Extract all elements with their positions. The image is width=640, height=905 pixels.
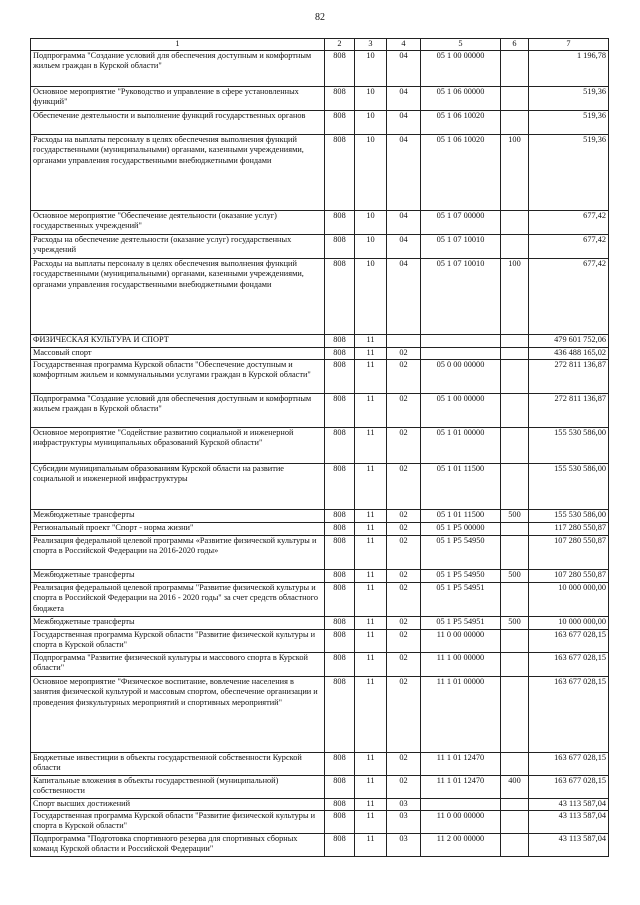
- cell-amount: 107 280 550,87: [529, 536, 609, 570]
- table-row: [31, 348, 609, 360]
- cell-ministry: 808: [325, 811, 355, 834]
- cell-section: 11: [355, 834, 387, 857]
- table-row: [31, 677, 609, 753]
- cell-amount: 677,42: [529, 235, 609, 259]
- cell-ministry: 808: [325, 536, 355, 570]
- cell-ministry: 808: [325, 211, 355, 235]
- cell-amount: 155 530 586,00: [529, 464, 609, 510]
- cell-amount: 436 488 165,02: [529, 348, 609, 360]
- cell-subsection: 02: [387, 630, 421, 653]
- cell-name: Основное мероприятие "Содействие развитию социальной и инженерной инфраструктуры муниципальных образований Курской области": [31, 428, 325, 464]
- cell-type: 100: [501, 259, 529, 335]
- cell-section: 10: [355, 135, 387, 211]
- cell-target: 05 1 P5 54951: [421, 583, 501, 617]
- table-row: [31, 536, 609, 570]
- cell-ministry: 808: [325, 464, 355, 510]
- cell-subsection: 04: [387, 135, 421, 211]
- cell-target: [421, 799, 501, 811]
- cell-name: Государственная программа Курской области "Развитие физической культуры и спорта в Курской области": [31, 811, 325, 834]
- cell-type: [501, 653, 529, 677]
- cell-amount: 163 677 028,15: [529, 630, 609, 653]
- cell-name: Реализация федеральной целевой программы "Развитие физической культуры и спорта в Российской Федерации на 2016 - 2020 годы" за счет средств областного бюджета: [31, 583, 325, 617]
- cell-amount: 43 113 587,04: [529, 834, 609, 857]
- cell-type: [501, 87, 529, 111]
- table-row: [31, 630, 609, 653]
- cell-name: Расходы на выплаты персоналу в целях обеспечения выполнения функций государственными (муниципальными) органами, казенными учреждениями, органами управления государственными внебюджетными фондами: [31, 259, 325, 335]
- cell-amount: 272 811 136,87: [529, 360, 609, 394]
- cell-amount: 479 601 752,06: [529, 335, 609, 348]
- cell-target: 05 1 07 10010: [421, 259, 501, 335]
- cell-amount: 677,42: [529, 259, 609, 335]
- cell-target: 11 2 00 00000: [421, 834, 501, 857]
- cell-name: Реализация федеральной целевой программы «Развитие физической культуры и спорта в Российской Федерации на 2016-2020 годы»: [31, 536, 325, 570]
- cell-subsection: 02: [387, 428, 421, 464]
- cell-subsection: 02: [387, 570, 421, 583]
- cell-section: 11: [355, 536, 387, 570]
- cell-target: [421, 348, 501, 360]
- cell-subsection: 04: [387, 259, 421, 335]
- cell-subsection: 02: [387, 348, 421, 360]
- cell-section: 11: [355, 428, 387, 464]
- cell-amount: 117 280 550,87: [529, 523, 609, 536]
- cell-subsection: 03: [387, 811, 421, 834]
- cell-target: 05 1 06 10020: [421, 135, 501, 211]
- cell-section: 11: [355, 811, 387, 834]
- cell-name: Межбюджетные трансферты: [31, 570, 325, 583]
- cell-section: 11: [355, 617, 387, 630]
- cell-name: Расходы на обеспечение деятельности (оказание услуг) государственных учреждений: [31, 235, 325, 259]
- cell-subsection: 02: [387, 464, 421, 510]
- cell-target: 05 1 00 00000: [421, 394, 501, 428]
- cell-ministry: 808: [325, 87, 355, 111]
- table-row: [31, 523, 609, 536]
- column-number-name: 1: [31, 39, 325, 51]
- table-row: [31, 51, 609, 87]
- cell-target: 05 1 01 00000: [421, 428, 501, 464]
- column-number-section: 3: [355, 39, 387, 51]
- table-row: [31, 135, 609, 211]
- cell-name: Межбюджетные трансферты: [31, 617, 325, 630]
- cell-type: 500: [501, 510, 529, 523]
- cell-type: [501, 111, 529, 135]
- table-row: [31, 653, 609, 677]
- cell-subsection: 04: [387, 211, 421, 235]
- cell-subsection: 04: [387, 111, 421, 135]
- cell-target: 05 1 P5 54951: [421, 617, 501, 630]
- cell-subsection: 02: [387, 753, 421, 776]
- cell-section: 10: [355, 87, 387, 111]
- cell-amount: 10 000 000,00: [529, 617, 609, 630]
- cell-target: 05 0 00 00000: [421, 360, 501, 394]
- cell-subsection: 02: [387, 394, 421, 428]
- table-row: [31, 428, 609, 464]
- cell-section: 11: [355, 348, 387, 360]
- cell-section: 11: [355, 677, 387, 753]
- cell-name: Массовый спорт: [31, 348, 325, 360]
- cell-amount: 163 677 028,15: [529, 776, 609, 799]
- table-row: [31, 394, 609, 428]
- cell-ministry: 808: [325, 428, 355, 464]
- cell-target: 05 1 P5 54950: [421, 536, 501, 570]
- cell-amount: 519,36: [529, 111, 609, 135]
- cell-type: [501, 677, 529, 753]
- cell-ministry: 808: [325, 111, 355, 135]
- cell-name: Спорт высших достижений: [31, 799, 325, 811]
- table-row: [31, 834, 609, 857]
- cell-name: Обеспечение деятельности и выполнение функций государственных органов: [31, 111, 325, 135]
- cell-ministry: 808: [325, 348, 355, 360]
- cell-subsection: 02: [387, 360, 421, 394]
- table-row: [31, 360, 609, 394]
- cell-type: 100: [501, 135, 529, 211]
- cell-section: 11: [355, 464, 387, 510]
- column-number-target: 5: [421, 39, 501, 51]
- column-number-ministry: 2: [325, 39, 355, 51]
- cell-target: 11 0 00 00000: [421, 630, 501, 653]
- cell-name: Подпрограмма "Создание условий для обеспечения доступным и комфортным жильем граждан в Курской области": [31, 51, 325, 87]
- cell-amount: 10 000 000,00: [529, 583, 609, 617]
- cell-name: Подпрограмма "Подготовка спортивного резерва для спортивных сборных команд Курской области и Российской Федерации": [31, 834, 325, 857]
- cell-type: [501, 583, 529, 617]
- cell-type: [501, 428, 529, 464]
- cell-ministry: 808: [325, 617, 355, 630]
- cell-ministry: 808: [325, 776, 355, 799]
- cell-section: 11: [355, 570, 387, 583]
- cell-amount: 519,36: [529, 87, 609, 111]
- cell-subsection: [387, 335, 421, 348]
- cell-type: 500: [501, 617, 529, 630]
- table-row: [31, 753, 609, 776]
- cell-subsection: 02: [387, 776, 421, 799]
- cell-type: [501, 235, 529, 259]
- table-row: [31, 583, 609, 617]
- cell-target: 05 1 01 11500: [421, 464, 501, 510]
- cell-target: 11 1 00 00000: [421, 653, 501, 677]
- cell-type: 400: [501, 776, 529, 799]
- cell-section: 11: [355, 510, 387, 523]
- cell-type: [501, 811, 529, 834]
- table-row: [31, 776, 609, 799]
- cell-ministry: 808: [325, 510, 355, 523]
- cell-section: 11: [355, 753, 387, 776]
- cell-ministry: 808: [325, 523, 355, 536]
- cell-type: [501, 536, 529, 570]
- cell-section: 11: [355, 335, 387, 348]
- table-row: [31, 570, 609, 583]
- cell-target: 05 1 00 00000: [421, 51, 501, 87]
- cell-subsection: 02: [387, 583, 421, 617]
- cell-amount: 43 113 587,04: [529, 799, 609, 811]
- cell-name: Основное мероприятие "Физическое воспитание, вовлечение населения в занятия физической культурой и массовым спортом, обеспечение организации и проведения физкультурных мероприятий и спортивных мероприятий": [31, 677, 325, 753]
- cell-ministry: 808: [325, 677, 355, 753]
- table-row: [31, 87, 609, 111]
- cell-section: 11: [355, 653, 387, 677]
- cell-type: [501, 464, 529, 510]
- cell-name: Государственная программа Курской области "Обеспечение доступным и комфортным жильем и коммунальными услугами граждан в Курской области": [31, 360, 325, 394]
- cell-name: Бюджетные инвестиции в объекты государственной собственности Курской области: [31, 753, 325, 776]
- cell-ministry: 808: [325, 653, 355, 677]
- cell-target: 11 1 01 00000: [421, 677, 501, 753]
- cell-subsection: 04: [387, 235, 421, 259]
- cell-subsection: 03: [387, 799, 421, 811]
- cell-name: ФИЗИЧЕСКАЯ КУЛЬТУРА И СПОРТ: [31, 335, 325, 348]
- cell-section: 10: [355, 111, 387, 135]
- cell-amount: 163 677 028,15: [529, 677, 609, 753]
- cell-ministry: 808: [325, 570, 355, 583]
- cell-target: 05 1 06 10020: [421, 111, 501, 135]
- page-number: 82: [315, 12, 325, 23]
- cell-type: [501, 799, 529, 811]
- cell-target: [421, 335, 501, 348]
- table-row: [31, 811, 609, 834]
- table-body: [31, 51, 609, 857]
- cell-amount: 107 280 550,87: [529, 570, 609, 583]
- cell-ministry: 808: [325, 51, 355, 87]
- cell-subsection: 02: [387, 617, 421, 630]
- cell-target: 11 1 01 12470: [421, 753, 501, 776]
- cell-amount: 43 113 587,04: [529, 811, 609, 834]
- cell-name: Межбюджетные трансферты: [31, 510, 325, 523]
- cell-name: Подпрограмма "Создание условий для обеспечения доступным и комфортным жильем граждан в Курской области": [31, 394, 325, 428]
- table-row: [31, 510, 609, 523]
- cell-section: 10: [355, 51, 387, 87]
- cell-target: 05 1 P5 00000: [421, 523, 501, 536]
- cell-subsection: 02: [387, 653, 421, 677]
- cell-ministry: 808: [325, 630, 355, 653]
- cell-subsection: 02: [387, 510, 421, 523]
- cell-ministry: 808: [325, 360, 355, 394]
- cell-type: [501, 630, 529, 653]
- column-number-row: [31, 39, 609, 51]
- cell-amount: 155 530 586,00: [529, 510, 609, 523]
- cell-section: 11: [355, 360, 387, 394]
- table-row: [31, 211, 609, 235]
- cell-ministry: 808: [325, 135, 355, 211]
- cell-type: 500: [501, 570, 529, 583]
- cell-name: Основное мероприятие "Обеспечение деятельности (оказание услуг) государственных учреждений": [31, 211, 325, 235]
- cell-subsection: 02: [387, 536, 421, 570]
- cell-type: [501, 211, 529, 235]
- cell-amount: 677,42: [529, 211, 609, 235]
- cell-target: 05 1 07 00000: [421, 211, 501, 235]
- column-number-amount: 7: [529, 39, 609, 51]
- cell-name: Региональный проект "Спорт - норма жизни": [31, 523, 325, 536]
- table-row: [31, 111, 609, 135]
- budget-table: [30, 38, 609, 857]
- cell-subsection: 02: [387, 523, 421, 536]
- cell-section: 11: [355, 583, 387, 617]
- cell-ministry: 808: [325, 235, 355, 259]
- table-row: [31, 799, 609, 811]
- cell-target: 11 0 00 00000: [421, 811, 501, 834]
- cell-ministry: 808: [325, 394, 355, 428]
- cell-amount: 155 530 586,00: [529, 428, 609, 464]
- cell-amount: 272 811 136,87: [529, 394, 609, 428]
- column-number-type: 6: [501, 39, 529, 51]
- cell-type: [501, 348, 529, 360]
- cell-type: [501, 394, 529, 428]
- cell-type: [501, 360, 529, 394]
- cell-section: 11: [355, 630, 387, 653]
- cell-subsection: 03: [387, 834, 421, 857]
- cell-section: 11: [355, 394, 387, 428]
- cell-target: 05 1 P5 54950: [421, 570, 501, 583]
- cell-type: [501, 335, 529, 348]
- table-row: [31, 464, 609, 510]
- cell-type: [501, 834, 529, 857]
- cell-amount: 163 677 028,15: [529, 753, 609, 776]
- cell-ministry: 808: [325, 799, 355, 811]
- cell-name: Основное мероприятие "Руководство и управление в сфере установленных функций": [31, 87, 325, 111]
- cell-name: Субсидии муниципальным образованиям Курской области на развитие социальной и инженерной инфраструктуры: [31, 464, 325, 510]
- cell-name: Государственная программа Курской области "Развитие физической культуры и спорта в Курской области": [31, 630, 325, 653]
- cell-amount: 519,36: [529, 135, 609, 211]
- cell-section: 10: [355, 235, 387, 259]
- cell-section: 11: [355, 799, 387, 811]
- cell-subsection: 04: [387, 87, 421, 111]
- cell-name: Расходы на выплаты персоналу в целях обеспечения выполнения функций государственными (муниципальными) органами, казенными учреждениями, органами управления государственными внебюджетными фондами: [31, 135, 325, 211]
- table-row: [31, 235, 609, 259]
- table-row: [31, 335, 609, 348]
- cell-section: 10: [355, 259, 387, 335]
- cell-ministry: 808: [325, 259, 355, 335]
- cell-type: [501, 753, 529, 776]
- cell-subsection: 02: [387, 677, 421, 753]
- cell-amount: 163 677 028,15: [529, 653, 609, 677]
- cell-type: [501, 523, 529, 536]
- cell-ministry: 808: [325, 834, 355, 857]
- cell-name: Капитальные вложения в объекты государственной (муниципальной) собственности: [31, 776, 325, 799]
- cell-target: 05 1 07 10010: [421, 235, 501, 259]
- cell-type: [501, 51, 529, 87]
- table-row: [31, 259, 609, 335]
- cell-target: 05 1 06 00000: [421, 87, 501, 111]
- cell-name: Подпрограмма "Развитие физической культуры и массового спорта в Курской области": [31, 653, 325, 677]
- cell-ministry: 808: [325, 583, 355, 617]
- cell-amount: 1 196,78: [529, 51, 609, 87]
- cell-section: 11: [355, 776, 387, 799]
- cell-section: 10: [355, 211, 387, 235]
- cell-ministry: 808: [325, 335, 355, 348]
- cell-target: 11 1 01 12470: [421, 776, 501, 799]
- cell-target: 05 1 01 11500: [421, 510, 501, 523]
- cell-ministry: 808: [325, 753, 355, 776]
- table-row: [31, 617, 609, 630]
- cell-subsection: 04: [387, 51, 421, 87]
- column-number-subsection: 4: [387, 39, 421, 51]
- cell-section: 11: [355, 523, 387, 536]
